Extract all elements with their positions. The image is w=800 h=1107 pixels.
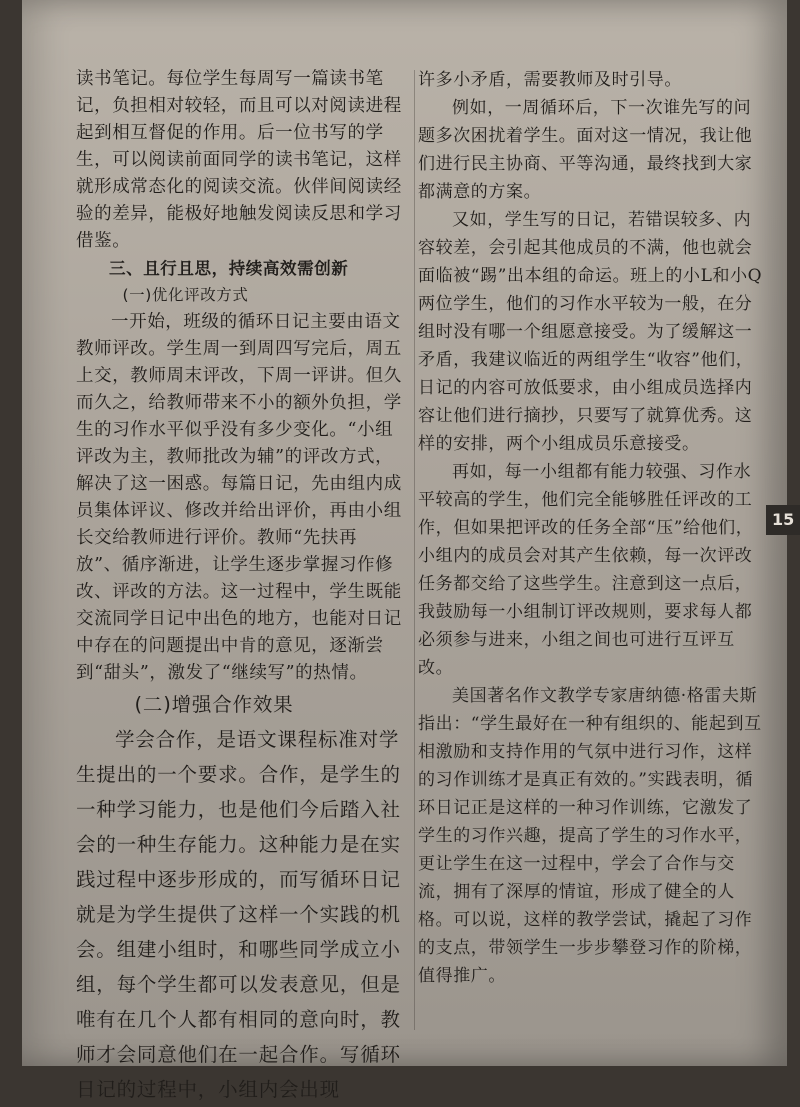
left-paragraph-1: 读书笔记。每位学生每周写一篇读书笔记，负担相对较轻，而且可以对阅读进程起到相互督促的作用。后一位书写的学生，可以阅读前面同学的读书笔记，这样就形成常态化的阅读交流。伙伴间阅读经验的差异，能极好地触发阅读反思和学习借鉴。 <box>76 69 402 251</box>
book-page <box>22 0 787 1101</box>
section-heading-3: 三、且行且思，持续高效需创新 <box>109 259 349 278</box>
left-column <box>76 66 402 1107</box>
right-paragraph-4: 再如，每一小组都有能力较强、习作水平较高的学生，他们完全能够胜任评改的工作，但如果把评改的任务全部“压”给他们，小组内的成员会对其产生依赖，每一次评改任务都交给了这些学生。注意到这一点后，我鼓励每一小组制订评改规则，要求每人都必须参与进来，小组之间也可进行互评互改。 <box>418 462 754 678</box>
column-divider <box>414 70 415 1030</box>
left-paragraph-2: 一开始，班级的循环日记主要由语文教师评改。学生周一到周四写完后，周五上交，教师周末评改，下周一评讲。但久而久之，给教师带来不小的额外负担，学生的习作水平似乎没有多少变化。“小组评改为主，教师批改为辅”的评改方式，解决了这一困惑。每篇日记，先由组内成员集体评议、修改并给出评价，再由小组长交给教师进行评价。教师“先扶再放”、循序渐进，让学生逐步掌握习作修改、评改的方法。这一过程中，学生既能交流同学日记中出色的地方，也能对日记中存在的问题提出中肯的意见，逐渐尝到“甜头”，激发了“继续写”的热情。 <box>76 312 402 683</box>
right-paragraph-2: 例如，一周循环后，下一次谁先写的问题多次困扰着学生。面对这一情况，我让他们进行民主协商、平等沟通，最终找到大家都满意的方案。 <box>418 98 753 202</box>
right-column <box>418 66 764 990</box>
right-paragraph-1: 许多小矛盾，需要教师及时引导。 <box>418 70 682 90</box>
page-number-tab: 15 <box>766 505 800 535</box>
left-paragraph-3: 学会合作，是语文课程标准对学生提出的一个要求。合作，是学生的一种学习能力，也是他们今后踏入社会的一种生存能力。这种能力是在实践过程中逐步形成的，而写循环日记就是为学生提供了这样一个实践的机会。组建小组时，和哪些同学成立小组，每个学生都可以发表意见，但是唯有在几个人都有相同的意向时，教师才会同意他们在一起合作。写循环日记的过程中，小组内会出现 <box>76 728 401 1101</box>
subheading-2: (二)增强合作效果 <box>134 693 294 716</box>
right-paragraph-3: 又如，学生写的日记，若错误较多、内容较差，会引起其他成员的不满，他也就会面临被“踢”出本组的命运。班上的小L和小Q两位学生，他们的习作水平较为一般，在分组时没有哪一个组愿意接受。为了缓解这一矛盾，我建议临近的两组学生“收容”他们，日记的内容可放低要求，由小组成员选择内容让他们进行摘抄，只要写了就算优秀。这样的安排，两个小组成员乐意接受。 <box>418 210 763 454</box>
subheading-1: (一)优化评改方式 <box>122 286 249 304</box>
right-paragraph-5: 美国著名作文教学专家唐纳德·格雷夫斯指出：“学生最好在一种有组织的、能起到互相激励和支持作用的气氛中进行习作，这样的习作训练才是真正有效的。”实践表明，循环日记正是这样的一种习作训练，它激发了学生的习作兴趣，提高了学生的习作水平，更让学生在这一过程中，学会了合作与交流，拥有了深厚的情谊，形成了健全的人格。可以说，这样的教学尝试，撬起了习作的支点，带领学生一步步攀登习作的阶梯，值得推广。 <box>418 686 762 986</box>
